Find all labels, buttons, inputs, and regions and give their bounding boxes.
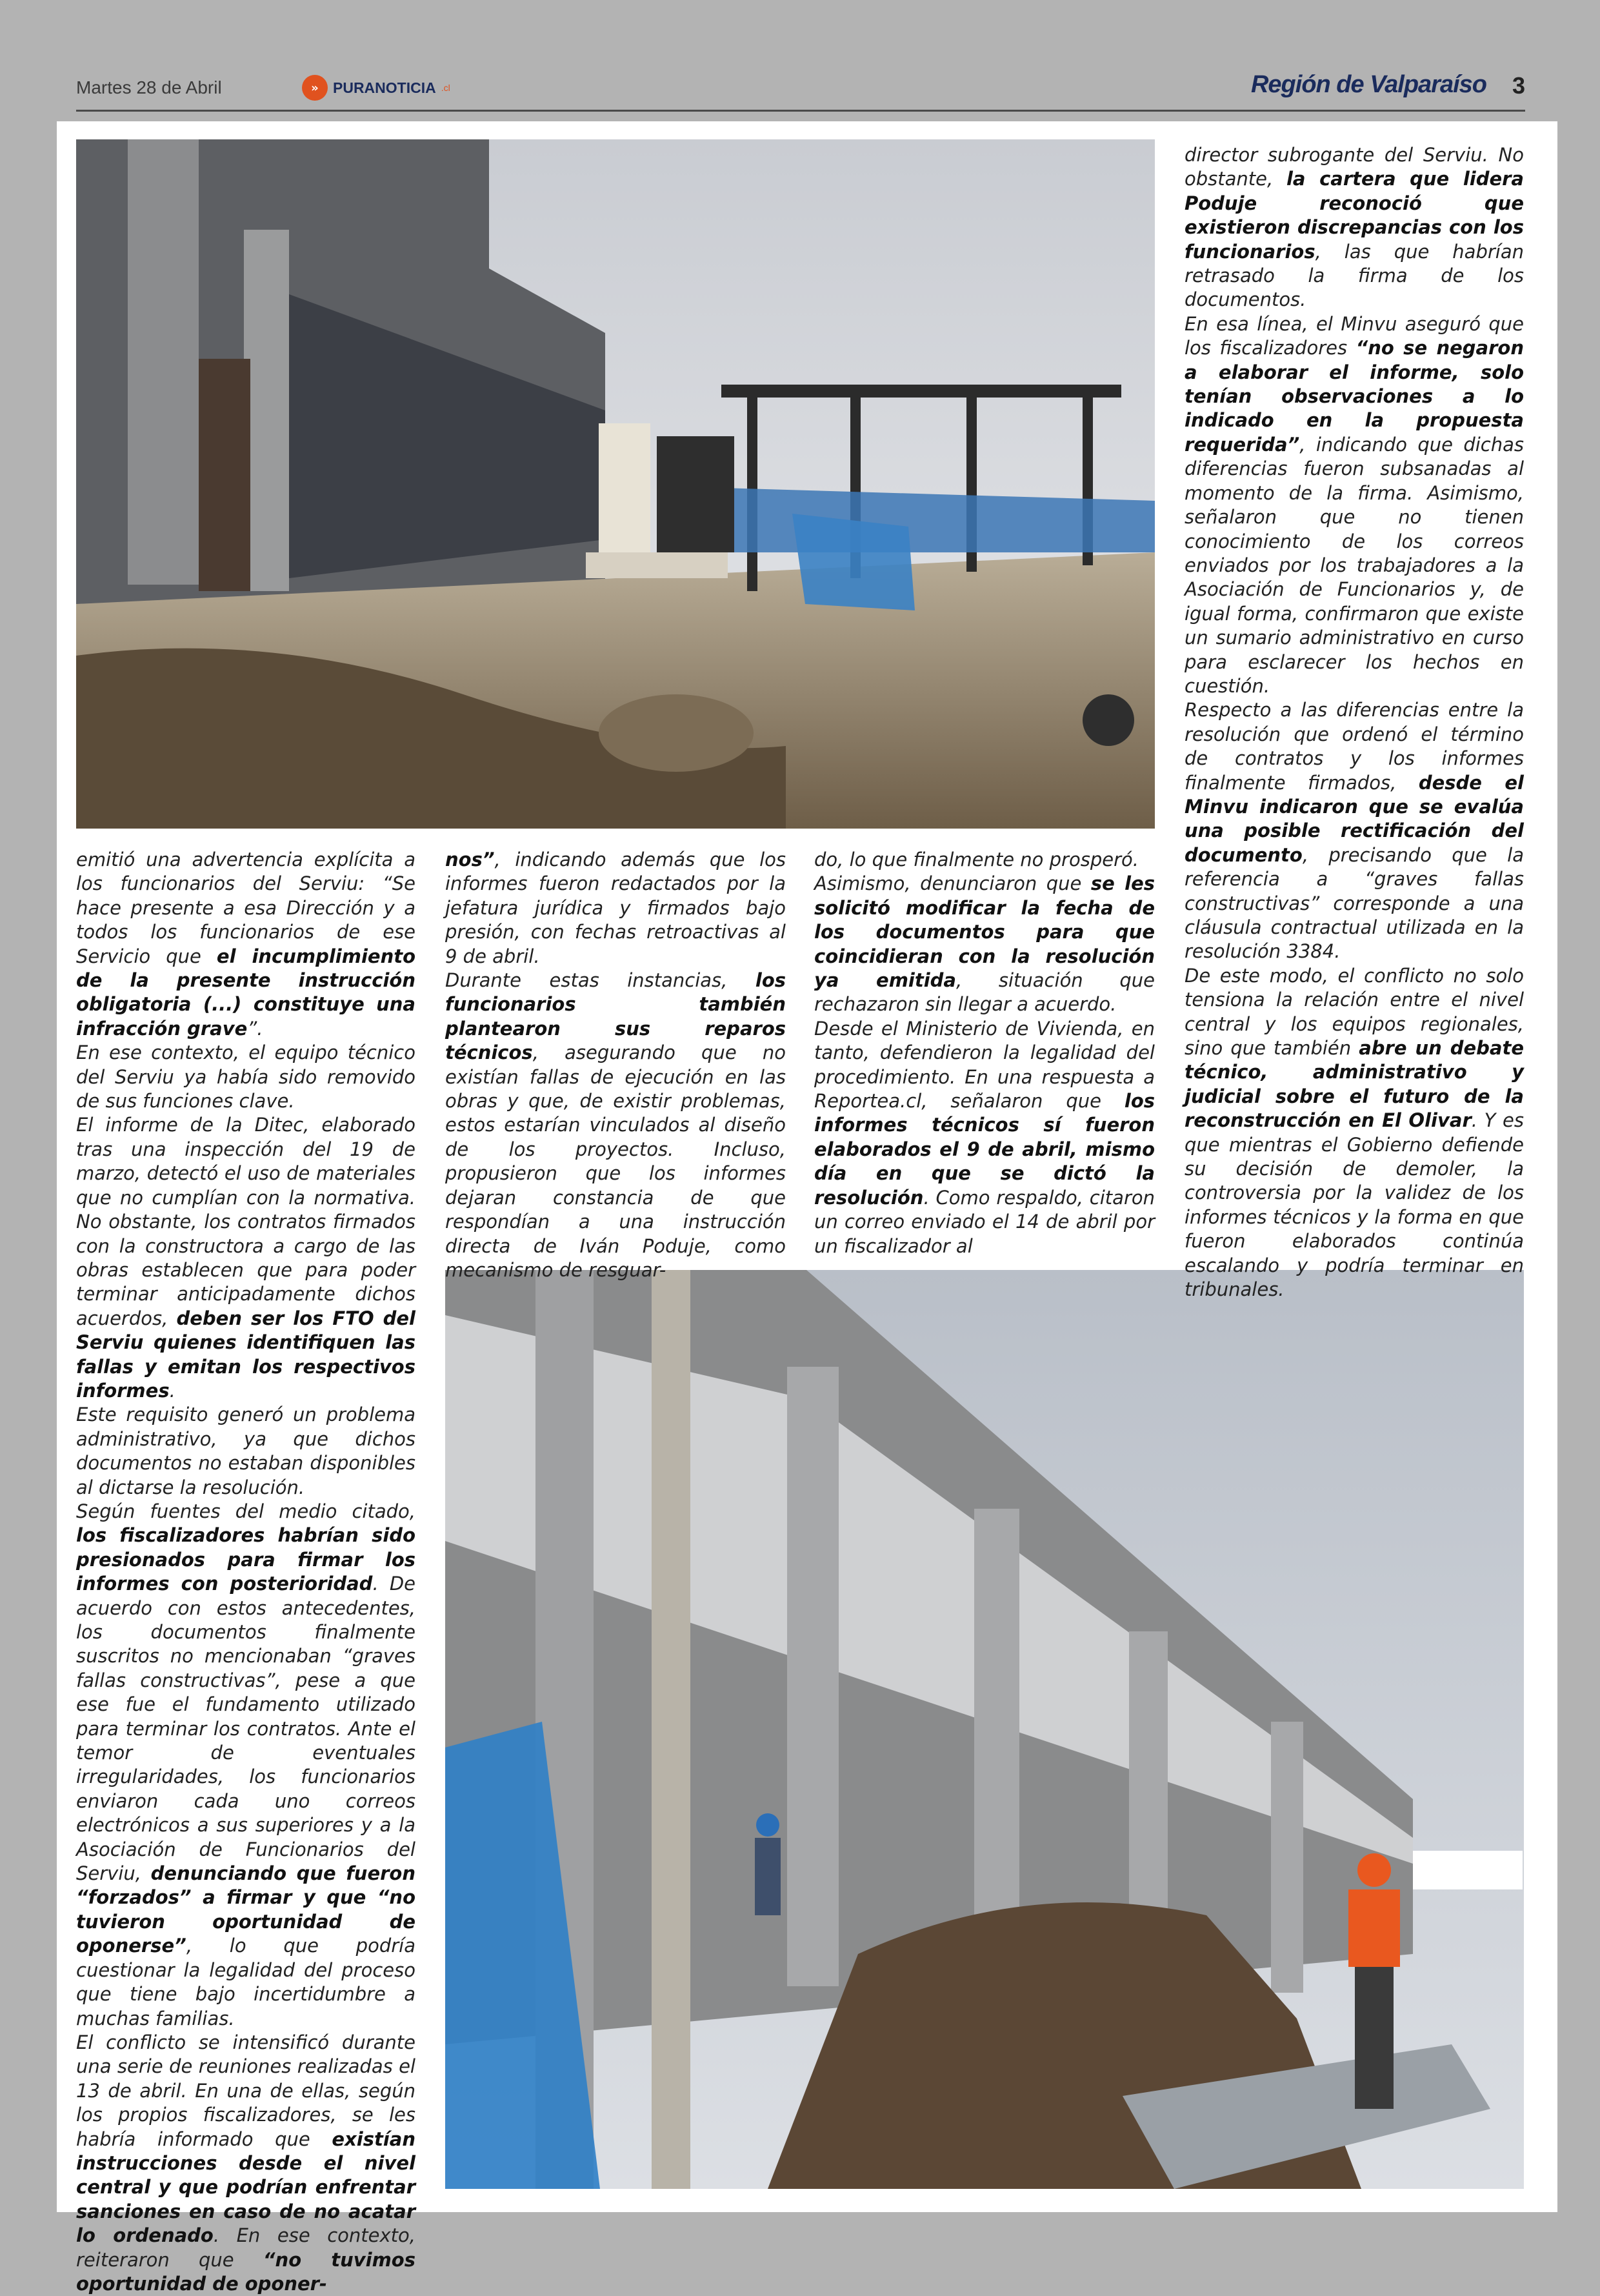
article-text: De este modo, el conflicto no solo tensiona la relación entre el nivel central y los equipos regionales, sino que también bbox=[1185, 964, 1524, 1060]
article-text: En ese contexto, el equipo técnico del Serviu ya había sido removido de sus funciones clave. bbox=[76, 1042, 415, 1113]
article-text: Según fuentes del medio citado, bbox=[76, 1500, 415, 1522]
article-paragraph bbox=[814, 872, 1155, 1016]
article-text-bold: deben ser los FTO del Serviu quienes identifiquen las fallas y emitan los respectivos informes bbox=[76, 1307, 416, 1402]
construction-photo-top-graphic bbox=[76, 139, 1155, 829]
article-column-2 bbox=[445, 848, 786, 1281]
article-text-bold: los fiscalizadores habrían sido presionados para firmar los informes con posterioridad bbox=[76, 1524, 415, 1595]
article-text: do, lo que finalmente no prosperó. bbox=[814, 849, 1139, 871]
article-column-4 bbox=[1185, 143, 1525, 1301]
article-text-bold: “no tuvimos oportunidad de oponer- bbox=[76, 2248, 415, 2295]
article-text-bold: los informes técnicos sí fueron elaborados el 9 de abril, mismo día en que se dictó la resolución bbox=[814, 1090, 1155, 1209]
header-rule bbox=[76, 110, 1525, 112]
article-text: . Como respaldo, citaron un correo enviado el 14 de abril por un fiscalizador al bbox=[814, 1186, 1155, 1257]
article-text: director subrogante del Serviu. No obstante, bbox=[1185, 144, 1524, 190]
article-text-bold: nos” bbox=[445, 849, 495, 871]
issue-date: Martes 28 de Abril bbox=[76, 77, 222, 97]
brand-logo bbox=[302, 75, 450, 101]
article-paragraph bbox=[814, 848, 1155, 872]
article-text: El informe de la Ditec, elaborado tras una inspección del 19 de marzo, detectó el uso de materiales que no cumplían con la normativa. No obstante, los contratos firmados con la constructora a cargo de las obras establecen que para poder terminar anticipadamente dichos acuerdos, bbox=[76, 1114, 415, 1329]
article-text: Desde el Ministerio de Vivienda, en tanto, defendieron la legalidad del procedimiento. En una respuesta a Reportea.cl, señalaron que bbox=[814, 1017, 1155, 1113]
article-paragraph bbox=[76, 1041, 415, 1113]
article-text: emitió una advertencia explícita a los funcionarios del Serviu: “Se hace presente a esa Dirección y a todos los funcionarios de ese Servicio que bbox=[76, 849, 415, 967]
article-text: , lo que podría cuestionar la legalidad del proceso que tiene bajo incertidumbre a muchas familias. bbox=[76, 1935, 415, 2029]
article-text-bold: existían instrucciones desde el nivel central y que podrían enfrentar sanciones en caso de no acatar lo ordenado bbox=[76, 2128, 415, 2247]
article-paragraph bbox=[76, 2031, 415, 2296]
article-paragraph bbox=[1185, 698, 1524, 963]
article-text: . En ese contexto, reiteraron que bbox=[76, 2224, 415, 2271]
brand-logo-icon: » bbox=[302, 75, 328, 101]
article-text: , indicando que dichas diferencias fueron subsanadas al momento de la firma. Asimismo, señalaron que no tienen conocimiento de los correos enviados por los trabajadores a la Asociación de Funcionarios y, de igual forma, confirmaron que existe un sumario administrativo en curso para esclarecer los hechos en cuestión. bbox=[1185, 433, 1524, 697]
article-text-bold: “no se negaron a elaborar el informe, solo tenían observaciones a lo indicado en la propuesta requerida” bbox=[1185, 337, 1524, 456]
article-text-bold: desde el Minvu indicaron que se evalúa una posible rectificación del documento bbox=[1185, 771, 1524, 866]
article-paragraph bbox=[76, 1500, 415, 2031]
article-text: , asegurando que no existían fallas de ejecución en las obras y que, de existir problemas, estos estarían vinculados al diseño de los proyectos. Incluso, propusieron que los informes dejaran constancia de que respondían a una instrucción directa de Iván Poduje, como mecanismo de resguar- bbox=[445, 1042, 786, 1281]
article-paragraph bbox=[76, 1113, 415, 1403]
construction-photo-top bbox=[76, 139, 1155, 829]
article-text-bold: los funcionarios también plantearon sus reparos técnicos bbox=[445, 969, 786, 1064]
page-number: 3 bbox=[1512, 72, 1525, 99]
section-title: Región de Valparaíso bbox=[1250, 71, 1486, 98]
article-text: , las que habrían retrasado la firma de los documentos. bbox=[1185, 240, 1524, 311]
brand-name: PURANOTICIA bbox=[333, 79, 436, 96]
article-text: Este requisito generó un problema administrativo, ya que dichos documentos no estaban disponibles al dictarse la resolución. bbox=[76, 1404, 415, 1498]
article-text: . De acuerdo con estos antecedentes, los documentos finalmente suscritos no mencionaban “graves fallas constructivas”, pese a que ese fue el fundamento utilizado para terminar los contratos. Ante el temor de eventuales irregularidades, los funcionarios enviaron cada uno correos electrónicos a sus superiores y a la Asociación de Funcionarios del Serviu, bbox=[76, 1573, 416, 1885]
article-paragraph bbox=[1185, 143, 1524, 312]
article-text: , situación que rechazaron sin llegar a acuerdo. bbox=[814, 969, 1155, 1016]
article-text-bold: denunciando que fueron “forzados” a firmar y que “no tuvieron oportunidad de oponerse” bbox=[76, 1862, 415, 1957]
article-text: Asimismo, denunciaron que bbox=[814, 872, 1091, 895]
article-text: El conflicto se intensificó durante una serie de reuniones realizadas el 13 de abril. En una de ellas, según los propios fiscalizadores, se les habría informado que bbox=[76, 2031, 415, 2150]
article-text: ”. bbox=[247, 1017, 263, 1040]
article-text: , precisando que la referencia a “graves fallas constructivas” corresponde a una cláusula contractual utilizada en la resolución 3384. bbox=[1185, 843, 1524, 963]
article-text: , indicando además que los informes fueron redactados por la jefatura jurídica y firmados bajo presión, con fechas retroactivas al 9 de abril. bbox=[445, 849, 786, 967]
article-text: . bbox=[169, 1379, 175, 1402]
article-paragraph bbox=[445, 969, 786, 1282]
article-text: Durante estas instancias, bbox=[445, 969, 755, 992]
article-text: En esa línea, el Minvu aseguró que los fiscalizadores bbox=[1185, 312, 1524, 359]
page-header bbox=[76, 70, 1525, 115]
article-text: Respecto a las diferencias entre la resolución que ordenó el término de contratos y los informes finalmente firmados, bbox=[1185, 699, 1524, 794]
article-text-bold: se les solicitó modificar la fecha de los documentos para que coincidieran con la resolución ya emitida bbox=[814, 872, 1155, 992]
brand-suffix: .cl bbox=[441, 83, 450, 93]
article-text-bold: la cartera que lidera Poduje reconoció que existieron discrepancias con los funcionarios bbox=[1185, 168, 1525, 263]
article-paragraph bbox=[1185, 964, 1524, 1302]
article-paragraph bbox=[1185, 312, 1524, 699]
article-text-bold: el incumplimiento de la presente instrucción obligatoria (...) constituye una infracción grave bbox=[76, 945, 415, 1040]
article-paragraph bbox=[445, 848, 786, 969]
article-text: . Y es que mientras el Gobierno defiende su decisión de demoler, la controversia por la validez de los informes técnicos y la forma en que fueron elaborados continúa escalando y podría terminar en tribunales. bbox=[1185, 1109, 1524, 1301]
construction-photo-bottom-graphic bbox=[445, 1270, 1524, 2189]
article-paragraph bbox=[814, 1017, 1155, 1258]
article-paragraph bbox=[76, 1403, 415, 1500]
construction-photo-bottom bbox=[445, 1270, 1524, 2189]
article-column-3 bbox=[814, 848, 1155, 1257]
article-text-bold: abre un debate técnico, administrativo y judicial sobre el futuro de la reconstrucción en El Olivar bbox=[1185, 1037, 1524, 1132]
article-column-1 bbox=[76, 848, 416, 2295]
article-paragraph bbox=[76, 848, 415, 1041]
